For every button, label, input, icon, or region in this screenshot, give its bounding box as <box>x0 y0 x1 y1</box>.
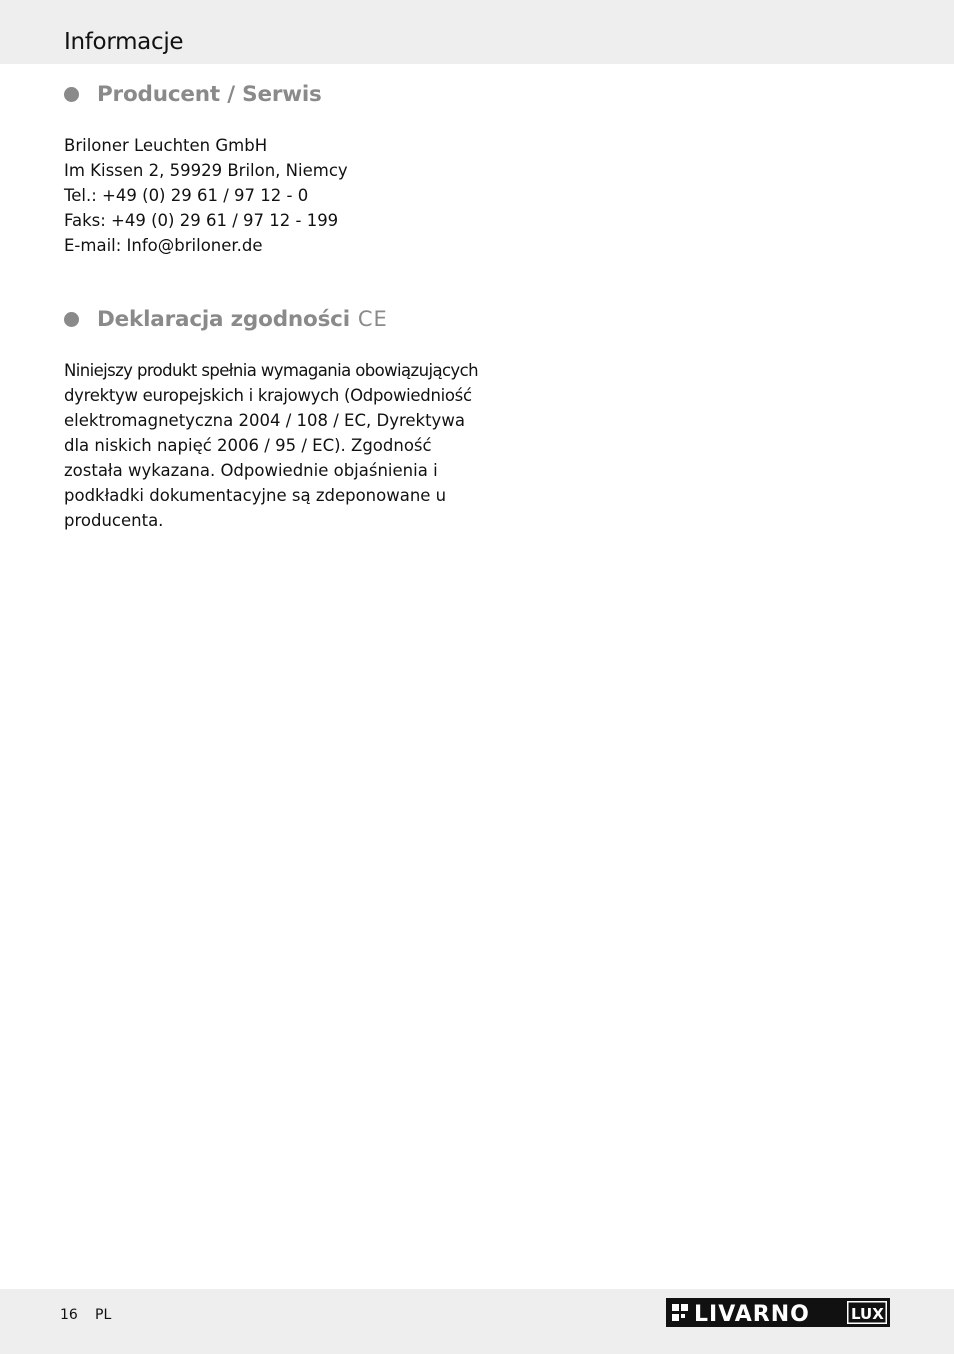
section-heading-declaration <box>64 305 388 333</box>
logo-graphic <box>666 1298 890 1327</box>
declaration-line: elektromagnetyczna 2004 / 108 / EC, Dyrektywa <box>64 411 465 430</box>
ce-mark-icon: CE <box>357 307 388 331</box>
declaration-line: została wykazana. Odpowiednie objaśnienia i <box>64 461 438 480</box>
page-number: 16 <box>60 1307 78 1323</box>
declaration-text <box>64 358 478 533</box>
declaration-line: Niniejszy produkt spełnia wymagania obowiązujących <box>64 361 478 380</box>
address-line: E-mail: Info@briloner.de <box>64 236 263 255</box>
page-language: PL <box>95 1307 112 1323</box>
logo-text: LIVARNO <box>694 1302 810 1327</box>
section-heading-text: Deklaracja zgodności <box>97 306 350 332</box>
address-line: Briloner Leuchten GmbH <box>64 136 268 155</box>
page-title: Informacje <box>64 29 184 55</box>
address-line: Faks: +49 (0) 29 61 / 97 12 - 199 <box>64 211 339 230</box>
bullet-icon <box>64 87 79 102</box>
section-heading-producer <box>64 80 322 108</box>
declaration-line: dyrektyw europejskich i krajowych (Odpowiedniość <box>64 386 472 405</box>
bullet-icon <box>64 312 79 327</box>
declaration-line: podkładki dokumentacyjne są zdeponowane u <box>64 486 447 505</box>
section-heading-text: Producent / Serwis <box>97 81 322 107</box>
declaration-line: producenta. <box>64 511 164 530</box>
livarno-lux-logo <box>666 1298 890 1327</box>
declaration-line: dla niskich napięć 2006 / 95 / EC). Zgodność <box>64 436 432 455</box>
address-line: Im Kissen 2, 59929 Brilon, Niemcy <box>64 161 348 180</box>
producer-address <box>64 133 348 258</box>
logo-suffix: LUX <box>851 1305 884 1323</box>
address-line: Tel.: +49 (0) 29 61 / 97 12 - 0 <box>64 186 309 205</box>
